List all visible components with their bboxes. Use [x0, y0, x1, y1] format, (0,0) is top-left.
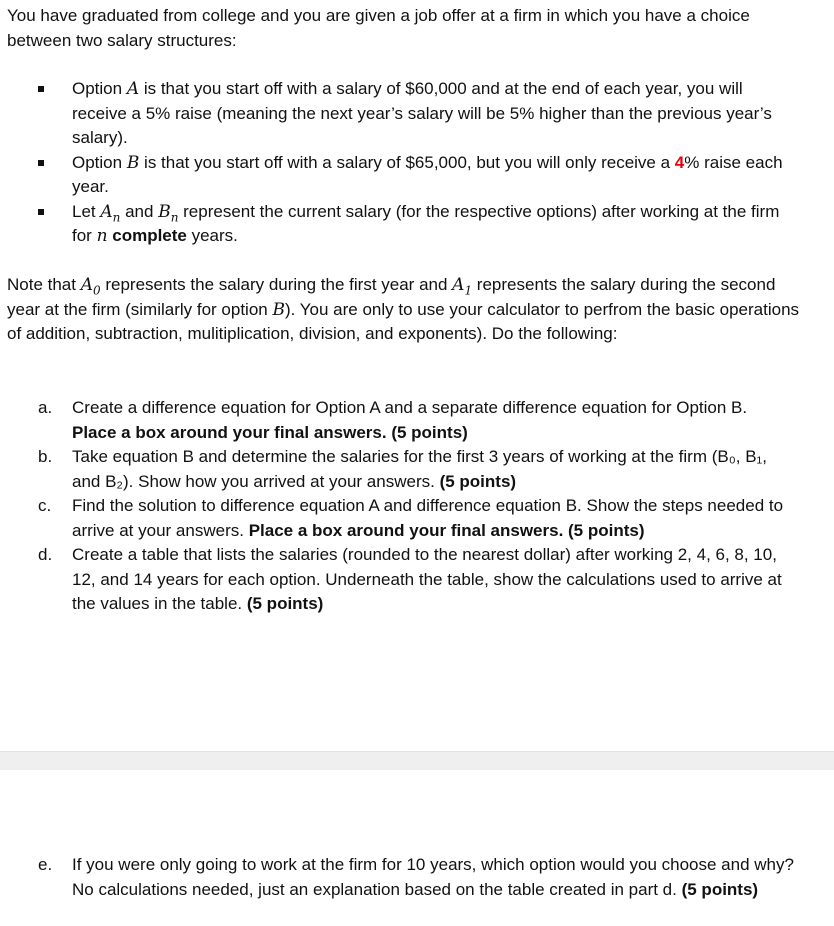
- square-bullet-icon: [38, 86, 44, 92]
- part-label: e.: [38, 855, 53, 874]
- list-item-part-a: a. Create a difference equation for Option A and a separate difference equation for Option B. Place a box around your final answers. (5 points): [38, 398, 748, 442]
- list-item-definitions: Let $A_n$ and $B_n$ represent the current salary (for the respective options) after working at the firm for n complete years.: [0, 200, 792, 249]
- list-item-option-b: Option B is that you start off with a salary of $65,000, but you will only receive a 4% raise each year.: [0, 151, 792, 200]
- page-divider: [0, 751, 834, 770]
- note-paragraph: Note that $A_0$ represents the salary during the first year and $A_1$ represents the salary during the second year at the firm (similarly for option B). You are only to use your calculator to perfrom the basic operations of addition, subtraction, mulitiplication, division, and exponents). Do the following:: [7, 275, 800, 343]
- list-item-part-c: c. Find the solution to difference equation A and difference equation B. Show the steps needed to arrive at your answers. Place a box around your final answers. (5 points): [38, 496, 784, 540]
- raise-highlight: 4: [674, 152, 685, 172]
- part-label: b.: [38, 447, 53, 466]
- list-item-part-e: e. If you were only going to work at the firm for 10 years, which option would you choose and why? No calculations needed, just an explanation based on the table created in part d. (5 points): [38, 855, 794, 899]
- part-label: a.: [38, 398, 53, 417]
- square-bullet-icon: [38, 160, 44, 166]
- list-item-option-a: Option A is that you start off with a salary of $60,000 and at the end of each year, you will receive a 5% raise (meaning the next year’s salary will be 5% higher than the previous year’s salary).: [0, 77, 792, 151]
- part-label: c.: [38, 496, 52, 515]
- options-list: [0, 77, 834, 249]
- list-item-part-b: b. Take equation B and determine the salaries for the first 3 years of working at the firm (B₀, B₁, and B₂). Show how you arrived at your answers. (5 points): [38, 447, 768, 491]
- intro-paragraph: You have graduated from college and you are given a job offer at a firm in which you have a choice between two salary structures:: [7, 6, 750, 50]
- square-bullet-icon: [38, 209, 44, 215]
- part-label: d.: [38, 545, 53, 564]
- list-item-part-d: d. Create a table that lists the salaries (rounded to the nearest dollar) after working 2, 4, 6, 8, 10, 12, and 14 years for each option. Underneath the table, show the calculations used to arrive at the values in the table. (5 points): [38, 545, 782, 613]
- tasks-list: [0, 396, 834, 617]
- tasks-list-continued: [0, 853, 834, 902]
